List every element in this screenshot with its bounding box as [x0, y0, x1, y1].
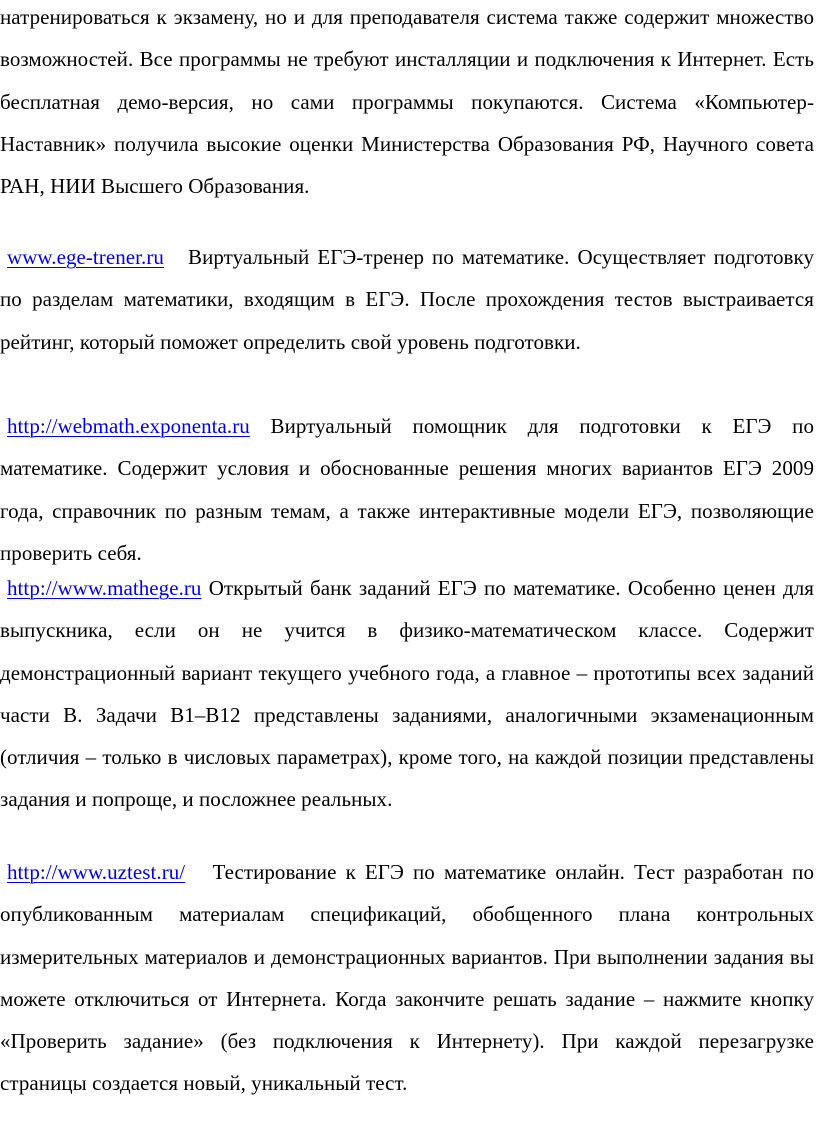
paragraph-text: Открытый банк заданий ЕГЭ по математике. Особенно ценен для выпускника, если он не учится в физико-математическом классе. Содержит демонстрационный вариант текущего учебного года, а главное – прототипы всех заданий части В. Задачи В1–В12 представлены заданиями, аналогичными экзаменационным (отличия – только в числовых параметрах), кроме того, на каждой позиции представлены задания и попроще, и посложнее реальных.	[0, 576, 814, 812]
link-ege-trener[interactable]: www.ege-trener.ru	[7, 245, 164, 269]
paragraph-ege-trener	[0, 236, 814, 363]
paragraph-text: Виртуальный ЕГЭ-тренер по математике. Осуществляет подготовку по разделам математики, входящим в ЕГЭ. После прохождения тестов выстраивается рейтинг, который поможет определить свой уровень подготовки.	[0, 245, 814, 354]
paragraph-text: натренироваться к экзамену, но и для преподавателя система также содержит множество возможностей. Все программы не требуют инсталляции и подключения к Интернет. Есть бесплатная демо-версия, но сами программы покупаются. Система «Компьютер-Наставник» получила высокие оценки Министерства Образования РФ, Научного совета РАН, НИИ Высшего Образования.	[0, 5, 814, 199]
link-uztest[interactable]: http://www.uztest.ru/	[7, 860, 186, 884]
paragraph-text: Тестирование к ЕГЭ по математике онлайн. Тест разработан по опубликованным материалам спецификаций, обобщенного плана контрольных измерительных материалов и демонстрационных вариантов. При выполнении задания вы можете отключиться от Интернета. Когда закончите решать задание – нажмите кнопку «Проверить задание» (без подключения к Интернету). При каждой перезагрузке страницы создается новый, уникальный тест.	[0, 860, 814, 1096]
paragraph-text: Виртуальный помощник для подготовки к ЕГЭ по математике. Содержит условия и обоснованные решения многих вариантов ЕГЭ 2009 года, справочник по разным темам, а также интерактивные модели ЕГЭ, позволяющие проверить себя.	[0, 414, 814, 565]
paragraph-uztest	[0, 851, 814, 1105]
link-mathege[interactable]: http://www.mathege.ru	[7, 576, 202, 600]
paragraph-intro	[0, 0, 814, 207]
paragraph-mathege	[0, 567, 814, 821]
paragraph-webmath	[0, 405, 814, 574]
link-webmath[interactable]: http://webmath.exponenta.ru	[7, 414, 250, 438]
